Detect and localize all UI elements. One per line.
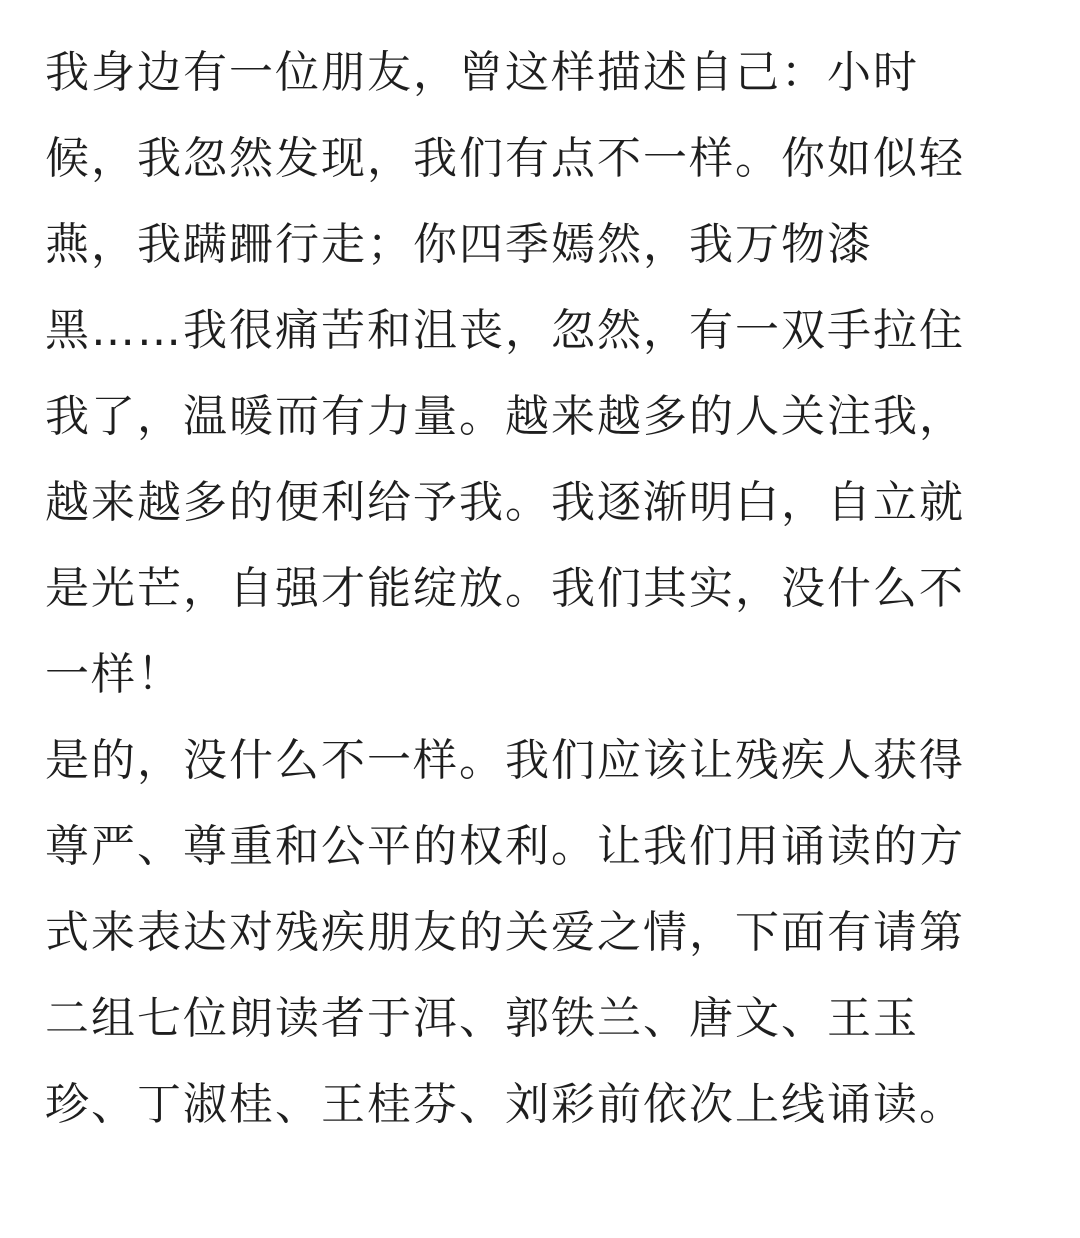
paragraph-2: 是的，没什么不一样。我们应该让残疾人获得尊严、尊重和公平的权利。让我们用诵读的方式来表达对残疾朋友的关爱之情，下面有请第二组七位朗读者于洱、郭铁兰、唐文、王玉珍、丁淑桂、王桂芬、刘彩前依次上线诵读。 bbox=[45, 735, 965, 1130]
article-body bbox=[45, 30, 1005, 1148]
paragraph-1: 我身边有一位朋友，曾这样描述自己：小时候，我忽然发现，我们有点不一样。你如似轻燕，我蹒跚行走；你四季嫣然，我万物漆黑……我很痛苦和沮丧，忽然，有一双手拉住我了，温暖而有力量。越来越多的人关注我，越来越多的便利给予我。我逐渐明白，自立就是光芒，自强才能绽放。我们其实，没什么不一样！ bbox=[45, 47, 965, 700]
